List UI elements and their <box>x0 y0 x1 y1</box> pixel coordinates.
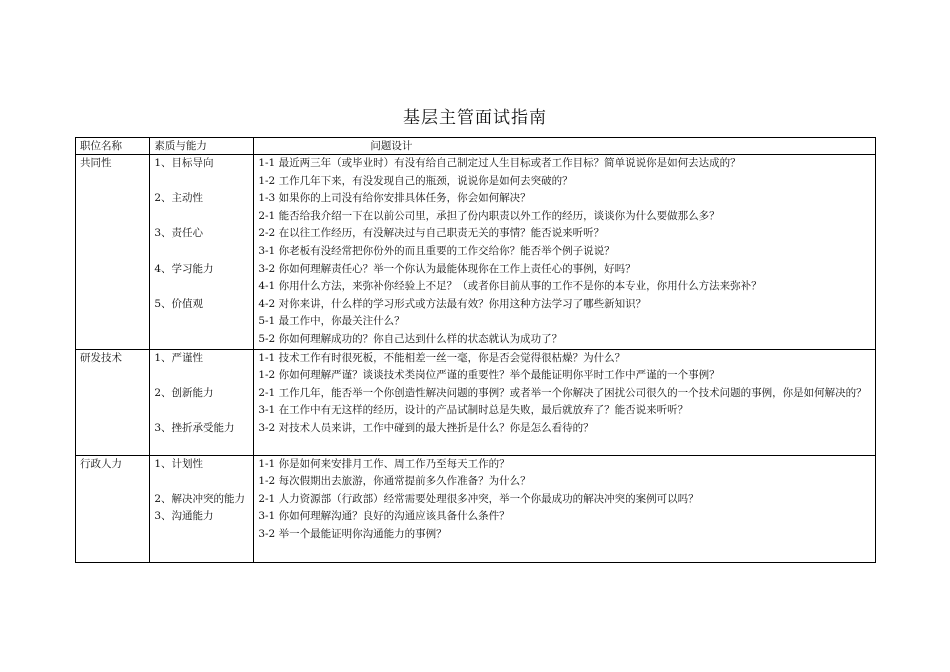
ability-item <box>154 208 249 226</box>
ability-item: 3、责任心 <box>154 227 204 240</box>
header-abilities: 素质与能力 <box>150 138 254 155</box>
ability-item: 1、计划性 <box>154 457 204 470</box>
table-header-row <box>76 138 876 155</box>
question-item: 1-2 工作几年下来，有没发现自己的瓶颈，说说你是如何去突破的？ <box>258 174 573 187</box>
question-item: 1-1 最近两三年（或毕业时）有没有给自己制定过人生目标或者工作目标？简单说说你是如何去达成的？ <box>258 157 741 169</box>
position-cell: 研发技术 <box>76 349 150 455</box>
question-item: 2-1 人力资源部（行政部）经常需要处理很多冲突，举一个你最成功的解决冲突的案例可以吗？ <box>258 492 699 505</box>
abilities-cell <box>150 155 254 350</box>
question-item: 3-2 你如何理解责任心？举一个你认为最能体现你在工作上责任心的事例，好吗？ <box>258 262 636 275</box>
question-item: 1-2 每次假期出去旅游，你通常提前多久作准备？为什么？ <box>258 475 531 488</box>
ability-item: 3、挫折承受能力 <box>154 421 235 434</box>
question-item: 1-3 如果你的上司没有给你安排具体任务，你会如何解决？ <box>258 192 531 205</box>
header-position: 职位名称 <box>76 138 150 155</box>
ability-item: 2、主动性 <box>154 192 204 205</box>
header-questions: 问题设计 <box>254 138 876 155</box>
question-item: 3-2 对技术人员来讲，工作中碰到的最大挫折是什么？你是怎么看待的？ <box>258 421 594 434</box>
question-item: 3-1 你老板有没经常把你份外的而且重要的工作交给你？能否举个例子说说？ <box>258 244 615 257</box>
questions-cell <box>254 349 876 455</box>
ability-item: 2、创新能力 <box>154 386 214 399</box>
question-item: 5-2 你如何理解成功的？你自己达到什么样的状态就认为成功了？ <box>258 332 563 345</box>
ability-item <box>154 367 249 385</box>
question-item: 3-2 举一个最能证明你沟通能力的事例？ <box>258 527 447 540</box>
ability-item: 1、严谨性 <box>154 351 204 364</box>
question-item: 2-1 工作几年，能否举一个你创造性解决问题的事例？或者举一个你解决了困扰公司很久的一个技术问题的事例，你是如何解决的？ <box>258 386 867 399</box>
ability-item <box>154 173 249 191</box>
document-title: 基层主管面试指南 <box>403 108 547 128</box>
question-item: 1-2 你如何理解严谨？谈谈技术类岗位严谨的重要性？举个最能证明你平时工作中严谨的一个事例？ <box>258 369 720 382</box>
abilities-cell <box>150 349 254 455</box>
ability-item <box>154 243 249 261</box>
questions-cell <box>254 155 876 350</box>
question-item: 4-1 你用什么方法，来弥补你经验上不足？（或者你目前从事的工作不是你的本专业，你用什么方法来弥补？ <box>258 280 762 293</box>
ability-item: 3、沟通能力 <box>154 510 214 523</box>
question-item: 1-1 技术工作有时很死板，不能相差一丝一毫，你是否会觉得很枯燥？为什么？ <box>258 351 626 364</box>
ability-item <box>154 278 249 296</box>
position-cell: 共同性 <box>76 155 150 350</box>
position-cell: 行政人力 <box>76 455 150 562</box>
question-item: 1-1 你是如何来安排月工作、周工作乃至每天工作的？ <box>258 457 510 470</box>
abilities-cell <box>150 455 254 562</box>
question-item: 2-1 能否给我介绍一下在以前公司里，承担了份内职责以外工作的经历，谈谈你为什么要做那么多？ <box>258 209 720 222</box>
question-item: 5-1 最工作中，你最关注什么？ <box>258 315 405 328</box>
question-item: 4-2 对你来讲，什么样的学习形式或方法最有效？你用这种方法学习了哪些新知识？ <box>258 297 647 310</box>
question-item: 3-1 在工作中有无这样的经历，设计的产品试制时总是失败，最后就放弃了？能否说来听听？ <box>258 404 689 417</box>
ability-item: 2、解决冲突的能力 <box>154 492 246 505</box>
question-item: 2-2 在以往工作经历，有没解决过与自己职责无关的事情？能否说来听听？ <box>258 227 605 240</box>
table-row <box>76 155 876 350</box>
ability-item: 1、目标导向 <box>154 157 214 169</box>
ability-item <box>154 402 249 420</box>
ability-item <box>154 473 249 491</box>
ability-item: 5、价值观 <box>154 297 204 310</box>
question-item: 3-1 你如何理解沟通？良好的沟通应该具备什么条件？ <box>258 510 510 523</box>
table-row <box>76 455 876 562</box>
ability-item: 4、学习能力 <box>154 262 214 275</box>
interview-guide-table <box>75 137 876 563</box>
questions-cell <box>254 455 876 562</box>
table-row <box>76 349 876 455</box>
